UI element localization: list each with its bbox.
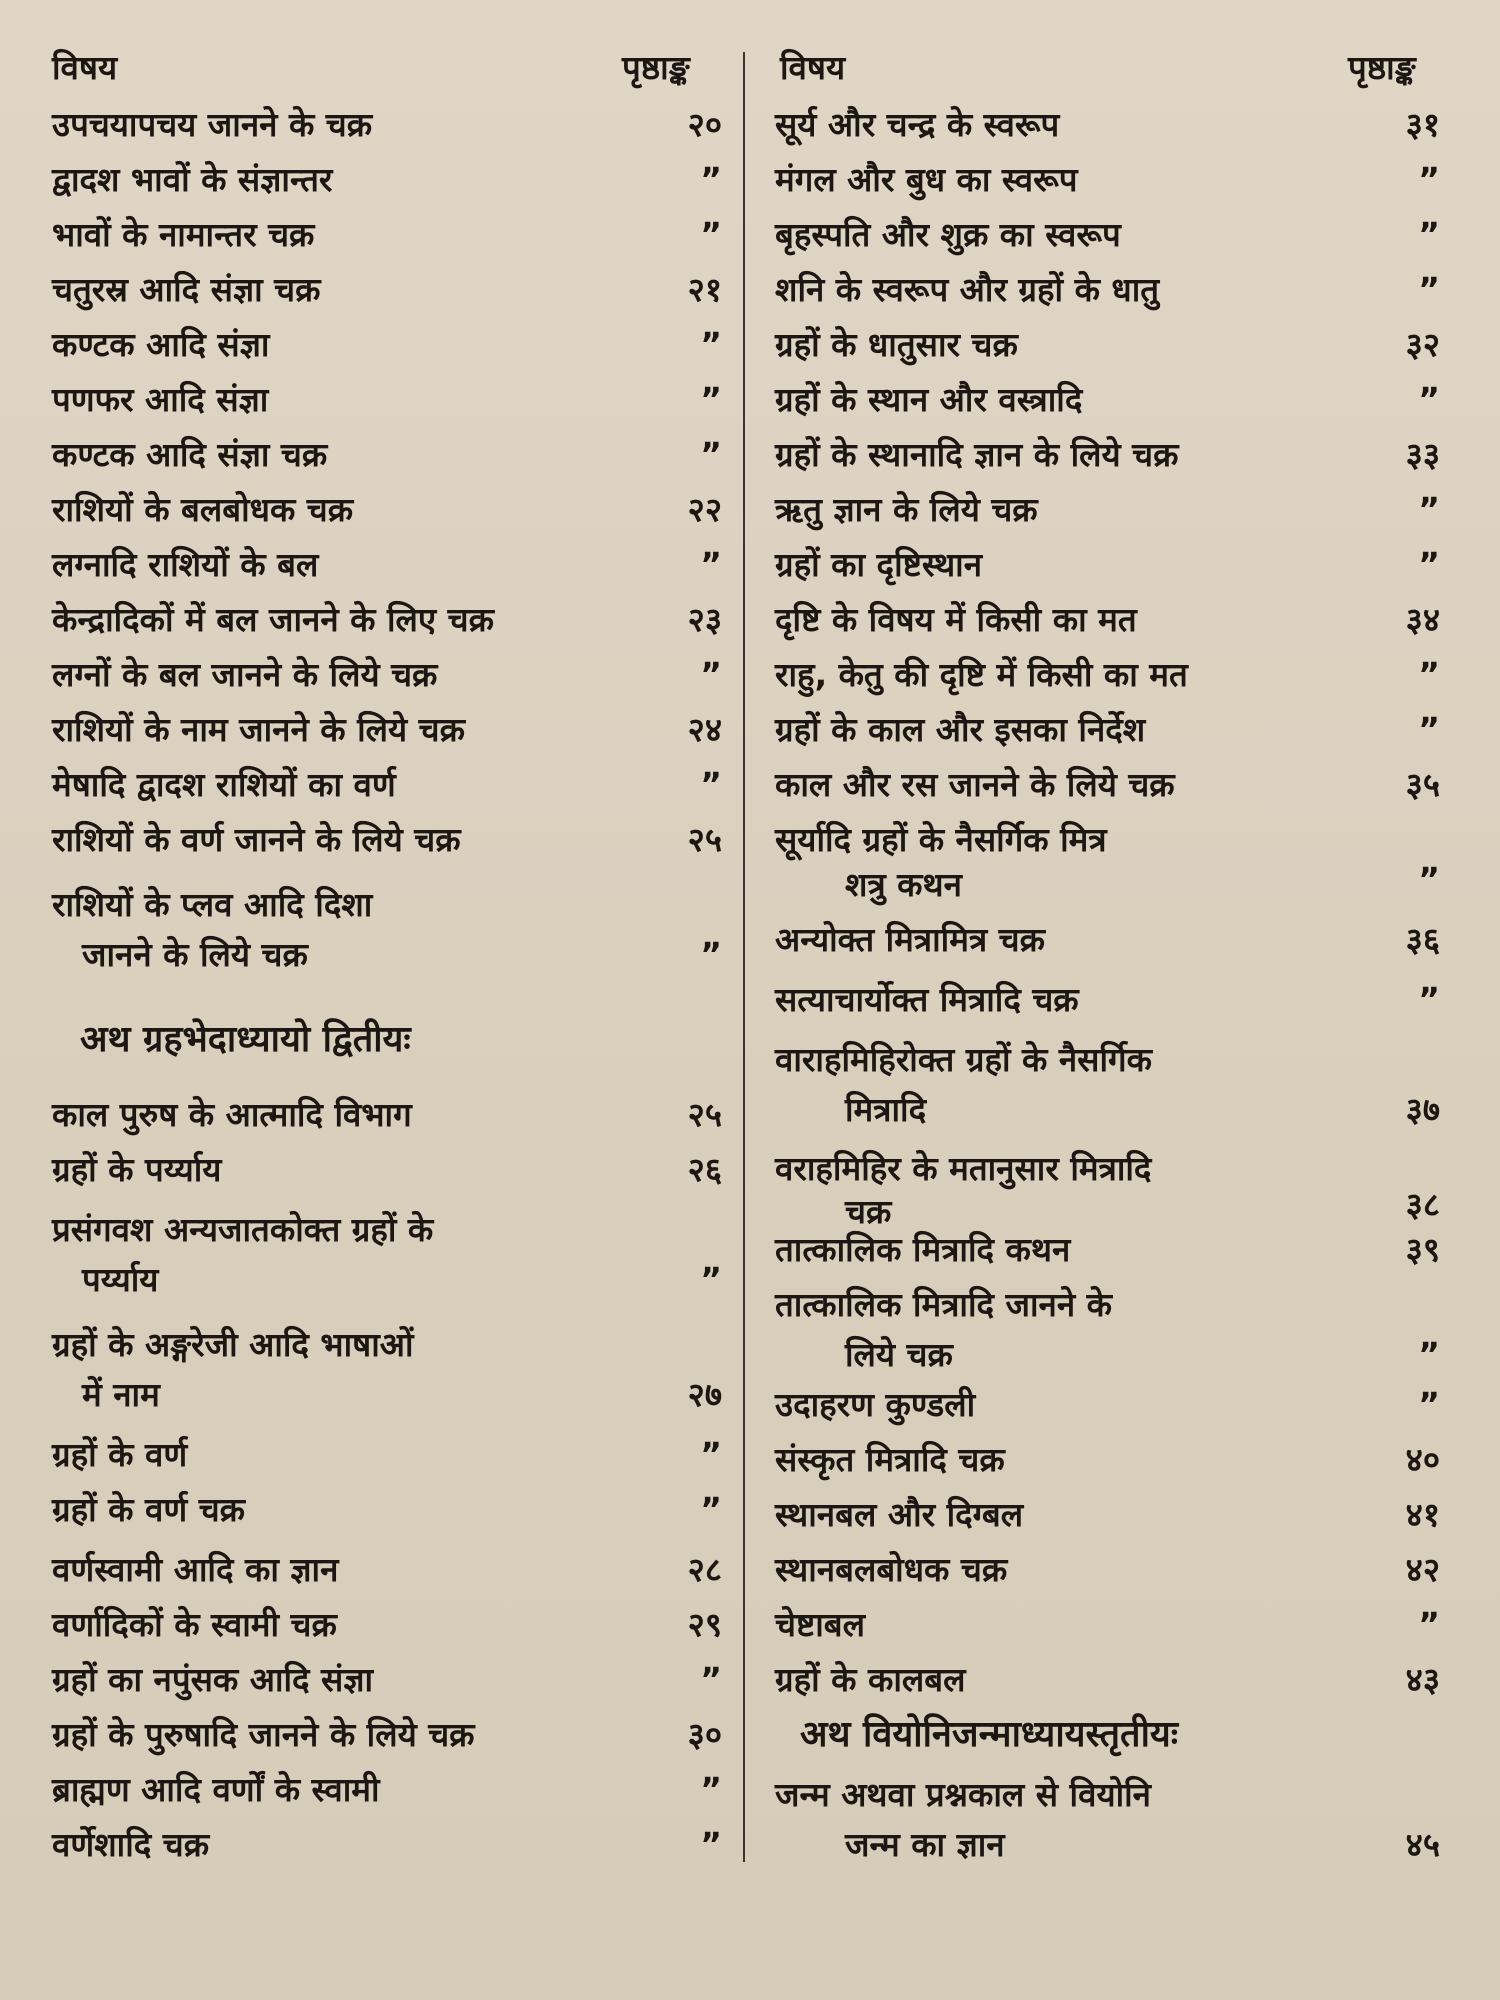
toc-entry: अन्योक्त मित्रामित्र चक्र ३६ xyxy=(775,920,1440,959)
toc-entry: द्वादश भावों के संज्ञान्तर ” xyxy=(52,160,722,199)
toc-entry: शनि के स्वरूप और ग्रहों के धातु ” xyxy=(775,270,1440,309)
toc-entry: उपचयापचय जानने के चक्र २० xyxy=(52,105,722,144)
toc-entry: वर्णादिकों के स्वामी चक्र २९ xyxy=(52,1605,722,1644)
toc-entry: ग्रहों के वर्ण ” xyxy=(52,1435,722,1474)
toc-entry: दृष्टि के विषय में किसी का मत ३४ xyxy=(775,600,1440,639)
toc-entry: सूर्य और चन्द्र के स्वरूप ३१ xyxy=(775,105,1440,144)
toc-entry: ग्रहों के पर्य्याय २६ xyxy=(52,1150,722,1189)
toc-entry: ग्रहों का दृष्टिस्थान ” xyxy=(775,545,1440,584)
left-page-header: पृष्ठाङ्क xyxy=(622,48,690,87)
toc-entry: चेष्टाबल ” xyxy=(775,1605,1440,1644)
toc-entry: प्रसंगवश अन्यजातकोक्त ग्रहों के पर्य्याय ” xyxy=(52,1210,722,1299)
toc-entry: स्थानबलबोधक चक्र ४२ xyxy=(775,1550,1440,1589)
toc-entry: ऋतु ज्ञान के लिये चक्र ” xyxy=(775,490,1440,529)
toc-entry: मेषादि द्वादश राशियों का वर्ण ” xyxy=(52,765,722,804)
toc-entry: भावों के नामान्तर चक्र ” xyxy=(52,215,722,254)
toc-entry: ब्राह्मण आदि वर्णों के स्वामी ” xyxy=(52,1770,722,1809)
toc-entry: कण्टक आदि संज्ञा चक्र ” xyxy=(52,435,722,474)
toc-entry: वराहमिहिर के मतानुसार मित्रादि चक्र ३८ xyxy=(775,1149,1440,1231)
column-divider xyxy=(743,52,745,1862)
toc-entry: ग्रहों के स्थान और वस्त्रादि ” xyxy=(775,380,1440,419)
toc-entry: लग्नादि राशियों के बल ” xyxy=(52,545,722,584)
toc-entry: जन्म अथवा प्रश्नकाल से वियोनि जन्म का ज्ञान ४५ xyxy=(775,1775,1440,1864)
toc-entry: मंगल और बुध का स्वरूप ” xyxy=(775,160,1440,199)
section-heading: अथ वियोनिजन्माध्यायस्तृतीयः xyxy=(800,1714,1179,1755)
toc-entry: वर्णेशादि चक्र ” xyxy=(52,1825,722,1864)
toc-entry: केन्द्रादिकों में बल जानने के लिए चक्र २३ xyxy=(52,600,722,639)
toc-entry: तात्कालिक मित्रादि जानने के लिये चक्र ” xyxy=(775,1285,1440,1374)
toc-entry: काल और रस जानने के लिये चक्र ३५ xyxy=(775,765,1440,804)
toc-entry: संस्कृत मित्रादि चक्र ४० xyxy=(775,1440,1440,1479)
toc-entry: ग्रहों के स्थानादि ज्ञान के लिये चक्र ३३ xyxy=(775,435,1440,474)
toc-entry: ग्रहों के अङ्गरेजी आदि भाषाओं में नाम २७ xyxy=(52,1325,722,1414)
toc-entry: वर्णस्वामी आदि का ज्ञान २८ xyxy=(52,1550,722,1589)
toc-entry: ग्रहों के वर्ण चक्र ” xyxy=(52,1490,722,1529)
right-subject-header: विषय xyxy=(780,48,846,87)
toc-entry: बृहस्पति और शुक्र का स्वरूप ” xyxy=(775,215,1440,254)
toc-entry: स्थानबल और दिग्बल ४१ xyxy=(775,1495,1440,1534)
toc-entry: ग्रहों के पुरुषादि जानने के लिये चक्र ३० xyxy=(52,1715,722,1754)
toc-entry: ग्रहों के कालबल ४३ xyxy=(775,1660,1440,1699)
toc-entry: चतुरस्र आदि संज्ञा चक्र २१ xyxy=(52,270,722,309)
toc-entry: तात्कालिक मित्रादि कथन ३९ xyxy=(775,1230,1440,1269)
toc-entry: राशियों के प्लव आदि दिशा जानने के लिये चक्र ” xyxy=(52,885,722,974)
toc-entry: लग्नों के बल जानने के लिये चक्र ” xyxy=(52,655,722,694)
toc-entry: सूर्यादि ग्रहों के नैसर्गिक मित्र शत्रु कथन ” xyxy=(775,820,1440,904)
toc-entry: उदाहरण कुण्डली ” xyxy=(775,1385,1440,1424)
toc-entry: ग्रहों के धातुसार चक्र ३२ xyxy=(775,325,1440,364)
toc-entry: ग्रहों का नपुंसक आदि संज्ञा ” xyxy=(52,1660,722,1699)
toc-entry: राशियों के बलबोधक चक्र २२ xyxy=(52,490,722,529)
toc-entry: राशियों के वर्ण जानने के लिये चक्र २५ xyxy=(52,820,722,859)
toc-entry: कण्टक आदि संज्ञा ” xyxy=(52,325,722,364)
toc-entry: पणफर आदि संज्ञा ” xyxy=(52,380,722,419)
toc-entry: वाराहमिहिरोक्त ग्रहों के नैसर्गिक मित्रादि ३७ xyxy=(775,1040,1440,1129)
section-heading: अथ ग्रहभेदाध्यायो द्वितीयः xyxy=(80,1019,411,1060)
toc-entry: राहु, केतु की दृष्टि में किसी का मत ” xyxy=(775,655,1440,694)
right-page-header: पृष्ठाङ्क xyxy=(1348,48,1416,87)
toc-entry: काल पुरुष के आत्मादि विभाग २५ xyxy=(52,1095,722,1134)
toc-entry: सत्याचार्योक्त मित्रादि चक्र ” xyxy=(775,980,1440,1019)
toc-entry: राशियों के नाम जानने के लिये चक्र २४ xyxy=(52,710,722,749)
toc-entry: ग्रहों के काल और इसका निर्देश ” xyxy=(775,710,1440,749)
left-subject-header: विषय xyxy=(52,48,118,87)
